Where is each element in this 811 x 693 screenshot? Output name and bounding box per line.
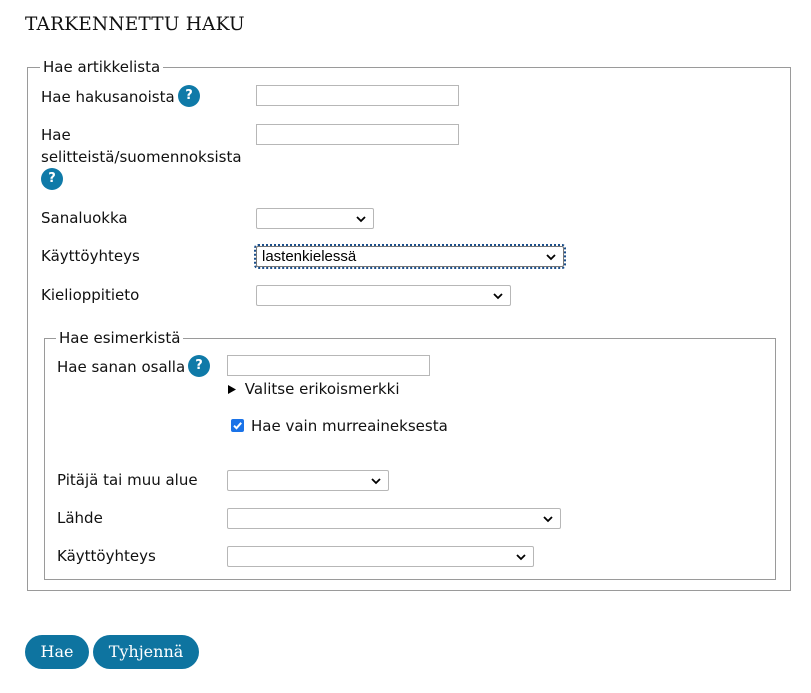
usage-label: Käyttöyhteys <box>41 247 140 265</box>
parish-label: Pitäjä tai muu alue <box>57 471 198 489</box>
word-class-select[interactable] <box>256 208 374 229</box>
learner-info-select[interactable] <box>256 285 511 306</box>
example-usage-label: Käyttöyhteys <box>57 547 156 565</box>
article-search-legend: Hae artikkelista <box>40 58 163 76</box>
example-search-legend: Hae esimerkistä <box>56 329 183 347</box>
chevron-down-icon <box>492 290 504 302</box>
page-title: TARKENNETTU HAKU <box>25 14 245 35</box>
dialect-only-label: Hae vain murreaineksesta <box>251 417 448 435</box>
chevron-down-icon <box>542 513 554 525</box>
word-class-label: Sanaluokka <box>41 209 128 227</box>
source-select[interactable] <box>227 508 561 529</box>
special-chars-toggle[interactable] <box>227 379 400 400</box>
keywords-input[interactable] <box>256 85 459 106</box>
glosses-input[interactable] <box>256 124 459 145</box>
chevron-down-icon <box>545 251 557 263</box>
glosses-help-icon[interactable]: ? <box>41 168 63 190</box>
keywords-help-icon[interactable]: ? <box>178 85 200 107</box>
learner-info-label: Kielioppitieto <box>41 286 140 304</box>
special-chars-label: Valitse erikoismerkki <box>244 380 400 398</box>
usage-value: lastenkielessä <box>262 248 357 265</box>
glosses-label-line2: selitteistä/suomennoksista <box>41 148 242 166</box>
search-button[interactable]: Hae <box>25 635 89 669</box>
dialect-only-checkbox[interactable] <box>231 419 244 432</box>
glosses-label-line1: Hae <box>41 126 71 144</box>
source-label: Lähde <box>57 509 103 527</box>
chevron-down-icon <box>370 475 382 487</box>
usage-select[interactable] <box>256 246 564 267</box>
chevron-down-icon <box>515 551 527 563</box>
chevron-down-icon <box>355 213 367 225</box>
example-usage-select[interactable] <box>227 546 534 567</box>
clear-button[interactable]: Tyhjennä <box>93 635 199 669</box>
word-part-input[interactable] <box>227 355 430 376</box>
word-part-help-icon[interactable]: ? <box>188 355 210 377</box>
keywords-label: Hae hakusanoista <box>41 88 175 106</box>
triangle-right-icon <box>227 384 237 395</box>
parish-select[interactable] <box>227 470 389 491</box>
checkmark-icon <box>231 419 244 432</box>
word-part-label: Hae sanan osalla <box>57 358 186 376</box>
